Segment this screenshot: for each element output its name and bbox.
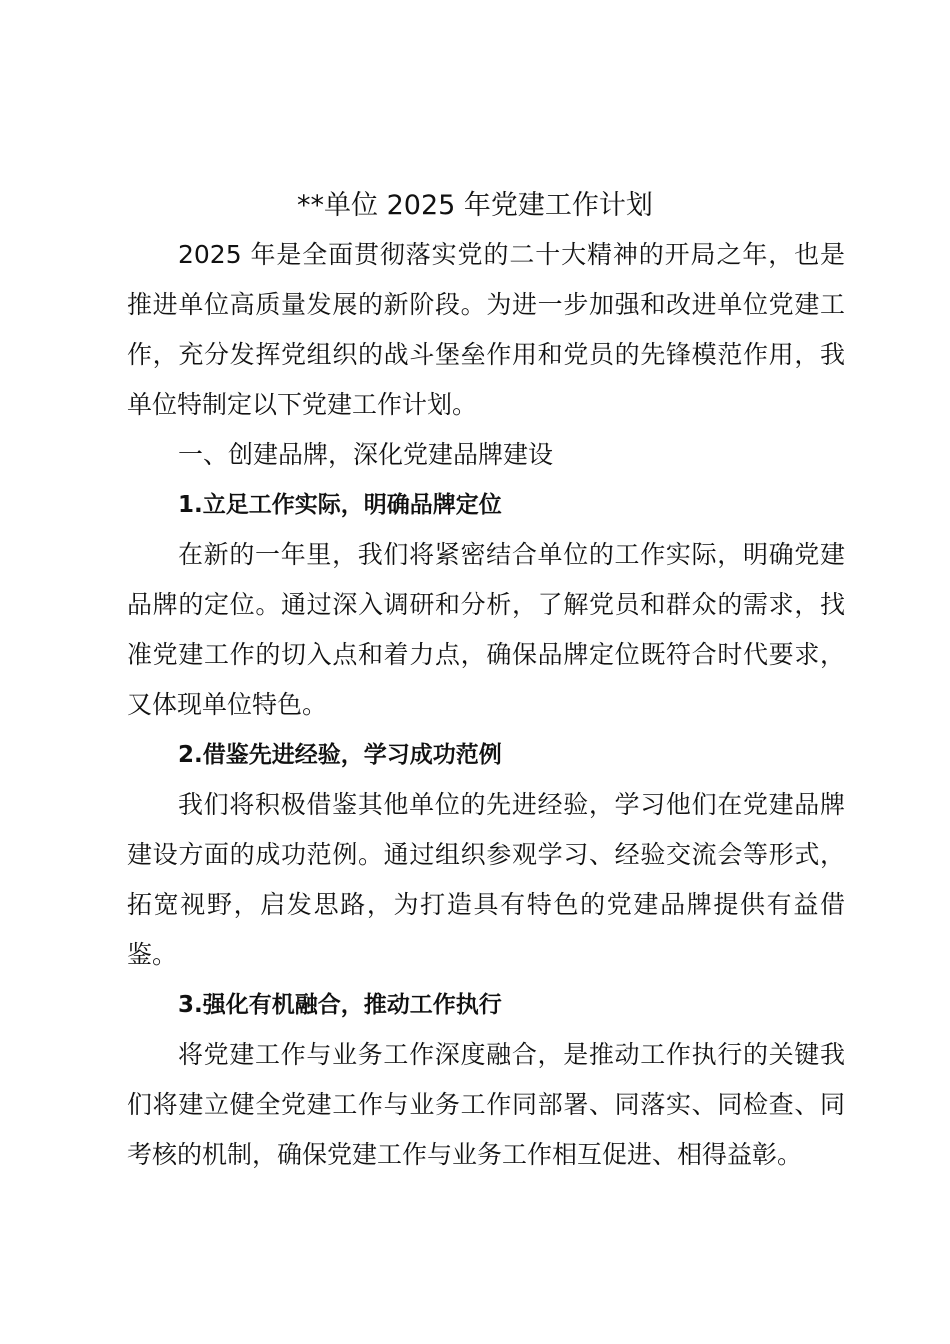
section-heading-1: 一、创建品牌，深化党建品牌建设	[178, 440, 554, 469]
item-paragraph-3: 将党建工作与业务工作深度融合，是推动工作执行的关键我们将建立健全党建工作与业务工作同部署、同落实、同检查、同考核的机制，确保党建工作与业务工作相互促进、相得益彰。	[127, 1040, 845, 1169]
item-paragraph-1: 在新的一年里，我们将紧密结合单位的工作实际，明确党建品牌的定位。通过深入调研和分析，了解党员和群众的需求，找准党建工作的切入点和着力点，确保品牌定位既符合时代要求，又体现单位特色。	[127, 540, 845, 719]
item-heading-3: 3.强化有机融合，推动工作执行	[178, 992, 502, 1018]
document-body	[127, 230, 845, 1180]
document-title: **单位 2025 年党建工作计划	[297, 190, 653, 221]
intro-paragraph: 2025 年是全面贯彻落实党的二十大精神的开局之年，也是推进单位高质量发展的新阶段。为进一步加强和改进单位党建工作，充分发挥党组织的战斗堡垒作用和党员的先锋模范作用，我单位特制定以下党建工作计划。	[127, 240, 845, 419]
item-paragraph-2: 我们将积极借鉴其他单位的先进经验，学习他们在党建品牌建设方面的成功范例。通过组织参观学习、经验交流会等形式，拓宽视野，启发思路，为打造具有特色的党建品牌提供有益借鉴。	[127, 790, 845, 969]
item-heading-1: 1.立足工作实际，明确品牌定位	[178, 492, 502, 518]
item-heading-2: 2.借鉴先进经验，学习成功范例	[178, 742, 502, 768]
